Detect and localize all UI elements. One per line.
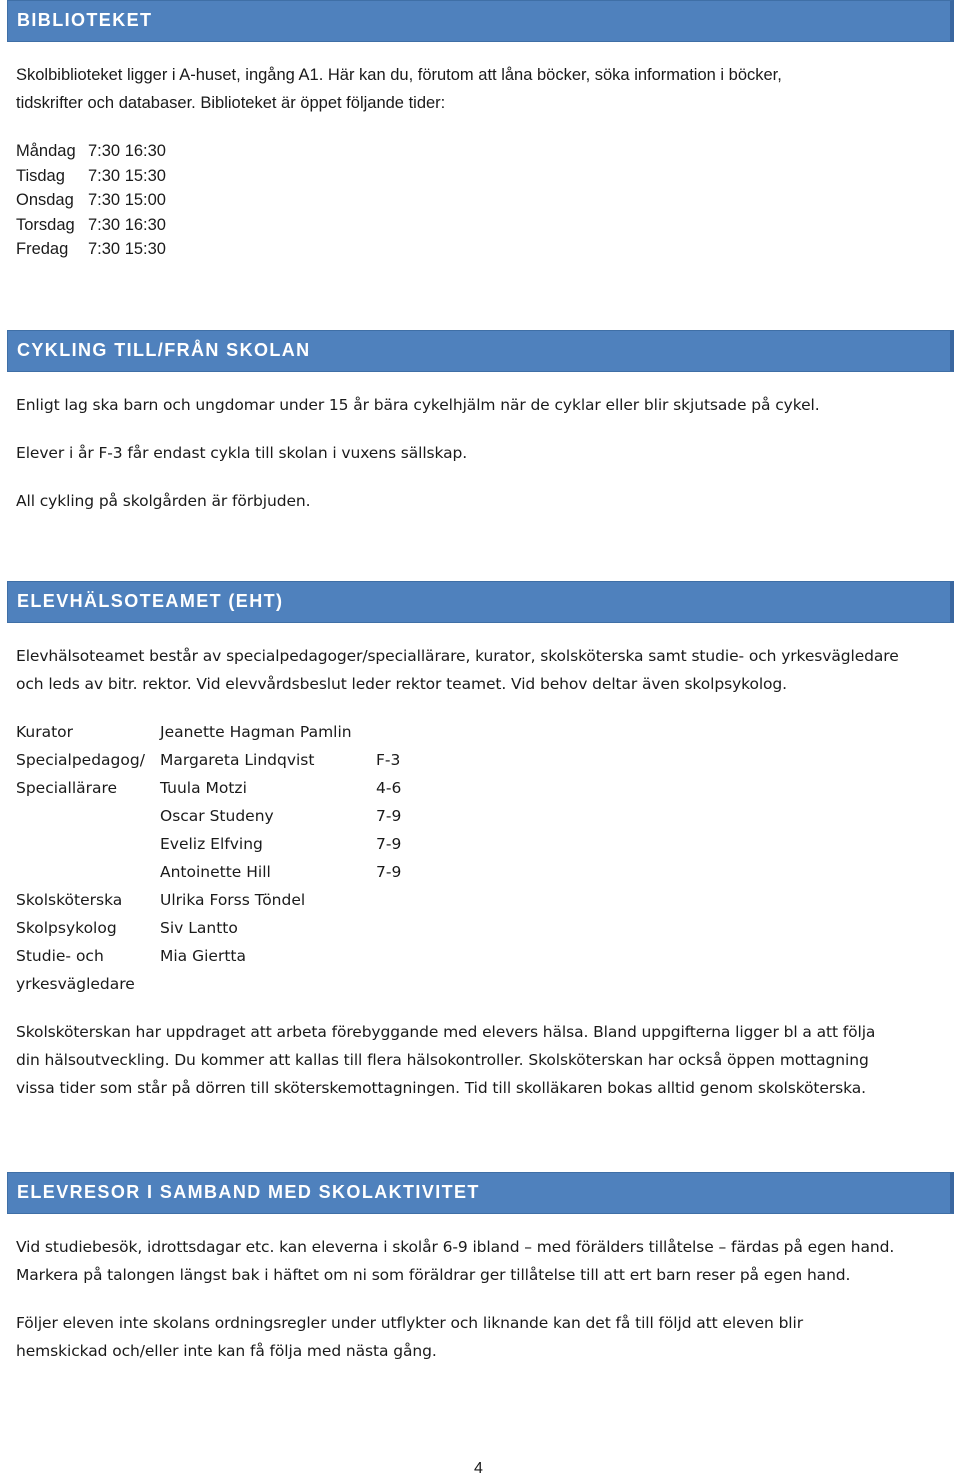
hours-day: Måndag xyxy=(16,142,76,160)
staff-grade: 7-9 xyxy=(376,863,402,881)
nurse-text-line2: din hälsoutveckling. Du kommer att kallas till flera hälsokontroller. Skolsköterskan har också öppen mottagning xyxy=(16,1051,869,1069)
staff-name: Siv Lantto xyxy=(160,919,238,937)
hours-day: Torsdag xyxy=(16,216,75,234)
cycling-paragraph-1: Enligt lag ska barn och ungdomar under 15 år bära cykelhjälm när de cyklar eller blir skjutsade på cykel. xyxy=(16,396,820,414)
cycling-paragraph-2: Elever i år F-3 får endast cykla till skolan i vuxens sällskap. xyxy=(16,444,468,462)
staff-grade: 4-6 xyxy=(376,779,402,797)
library-heading-text: BIBLIOTEKET xyxy=(17,10,153,30)
staff-name: Antoinette Hill xyxy=(160,863,271,881)
trips-heading-text: ELEVRESOR I SAMBAND MED SKOLAKTIVITET xyxy=(17,1182,480,1202)
hours-day: Fredag xyxy=(16,240,69,258)
staff-role: Kurator xyxy=(16,723,74,741)
staff-name: Jeanette Hagman Pamlin xyxy=(160,723,352,741)
nurse-text-line3: vissa tider som står på dörren till sköterskemottagningen. Tid till skolläkaren bokas alltid genom skolsköterska. xyxy=(16,1079,866,1097)
hours-row xyxy=(16,142,166,161)
staff-role: Speciallärare xyxy=(16,779,118,797)
hours-time: 7:30 15:30 xyxy=(88,240,166,258)
hours-time: 7:30 15:00 xyxy=(88,191,166,209)
hours-row xyxy=(16,240,166,259)
hours-day: Tisdag xyxy=(16,167,65,185)
staff-role: Specialpedagog/ xyxy=(16,751,145,769)
eht-heading-text: ELEVHÄLSOTEAMET (EHT) xyxy=(17,591,284,611)
trips-paragraph-2-line1: Följer eleven inte skolans ordningsregler under utflykter och liknande kan det få till följd att eleven blir xyxy=(16,1314,803,1332)
page-number: 4 xyxy=(474,1460,483,1477)
trips-paragraph-2-line2: hemskickad och/eller inte kan få följa med nästa gång. xyxy=(16,1342,437,1360)
hours-time: 7:30 16:30 xyxy=(88,216,166,234)
staff-name: Tuula Motzi xyxy=(160,779,247,797)
staff-grade: 7-9 xyxy=(376,835,402,853)
trips-paragraph-1-line1: Vid studiebesök, idrottsdagar etc. kan eleverna i skolår 6-9 ibland – med förälders tillåtelse – färdas på egen hand. xyxy=(16,1238,895,1256)
hours-row xyxy=(16,167,166,186)
staff-name: Mia Giertta xyxy=(160,947,246,965)
eht-intro-line1: Elevhälsoteamet består av specialpedagoger/speciallärare, kurator, skolsköterska samt studie- och yrkesvägledare xyxy=(16,647,899,665)
staff-name: Oscar Studeny xyxy=(160,807,274,825)
section-heading-library xyxy=(7,0,954,42)
hours-row xyxy=(16,191,166,210)
section-heading-cycling xyxy=(7,330,954,372)
trips-paragraph-1-line2: Markera på talongen längst bak i häftet om ni som föräldrar ger tillåtelse till att ert barn reser på egen hand. xyxy=(16,1266,851,1284)
staff-role: yrkesvägledare xyxy=(16,975,135,993)
staff-role: Studie- och xyxy=(16,947,104,965)
staff-role: Skolpsykolog xyxy=(16,919,117,937)
cycling-heading-text: CYKLING TILL/FRÅN SKOLAN xyxy=(17,340,311,360)
eht-intro-line2: och leds av bitr. rektor. Vid elevvårdsbeslut leder rektor teamet. Vid behov deltar även skolpsykolog. xyxy=(16,675,787,693)
library-text-line2: tidskrifter och databaser. Biblioteket är öppet följande tider: xyxy=(16,94,446,112)
staff-grade: 7-9 xyxy=(376,807,402,825)
staff-role: Skolsköterska xyxy=(16,891,123,909)
hours-time: 7:30 16:30 xyxy=(88,142,166,160)
section-heading-eht xyxy=(7,581,954,623)
hours-time: 7:30 15:30 xyxy=(88,167,166,185)
staff-name: Margareta Lindqvist xyxy=(160,751,315,769)
staff-name: Ulrika Forss Töndel xyxy=(160,891,306,909)
hours-day: Onsdag xyxy=(16,191,74,209)
nurse-text-line1: Skolsköterskan har uppdraget att arbeta förebyggande med elevers hälsa. Bland uppgifterna ligger bl a att följa xyxy=(16,1023,876,1041)
staff-grade: F-3 xyxy=(376,751,401,769)
hours-row xyxy=(16,216,166,235)
section-heading-trips xyxy=(7,1172,954,1214)
cycling-paragraph-3: All cykling på skolgården är förbjuden. xyxy=(16,492,311,510)
staff-name: Eveliz Elfving xyxy=(160,835,263,853)
library-text-line1: Skolbiblioteket ligger i A-huset, ingång A1. Här kan du, förutom att låna böcker, söka information i böcker, xyxy=(16,66,782,84)
